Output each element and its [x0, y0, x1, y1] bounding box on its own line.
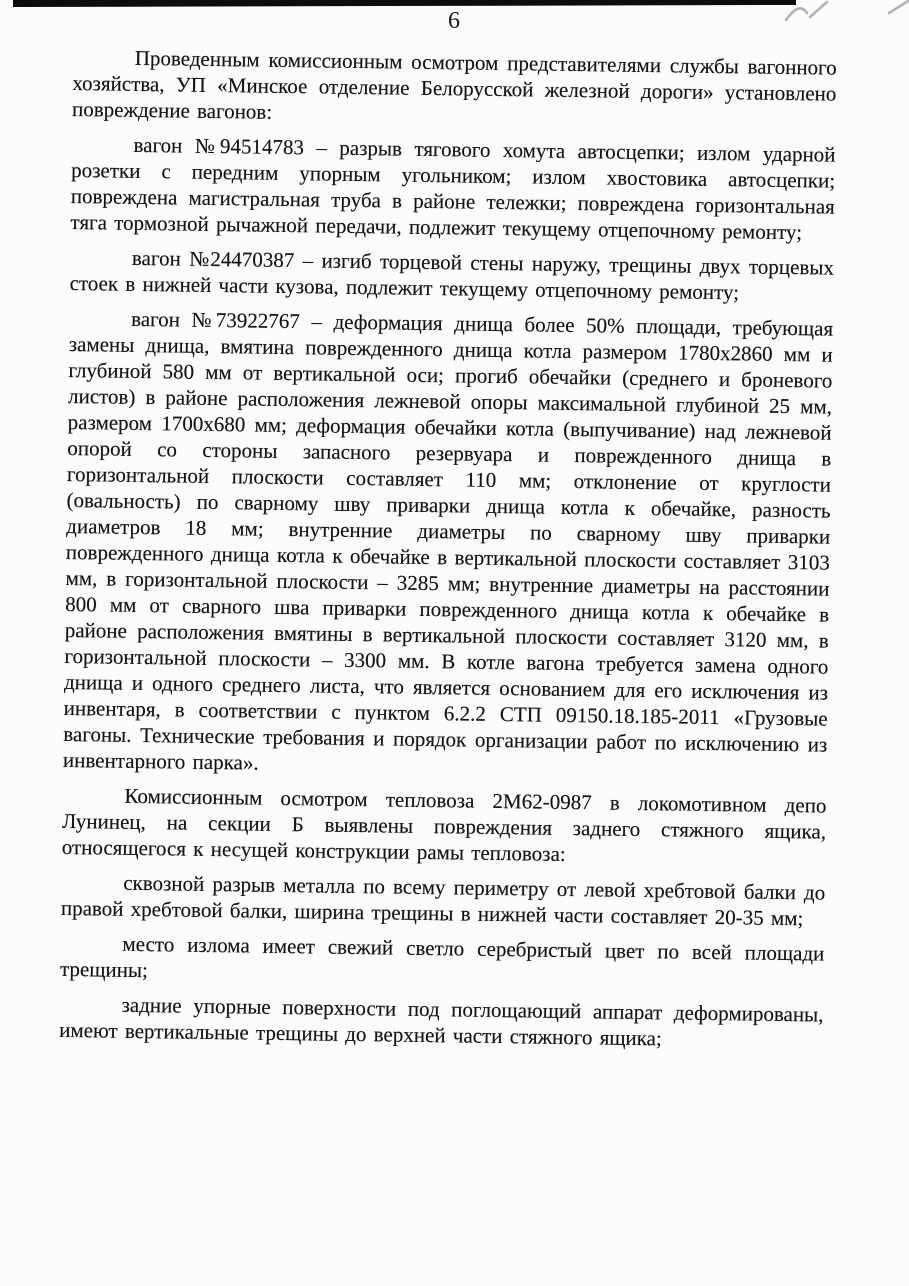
paragraph-metal-rupture: сквозной разрыв металла по всему периметру от левой хребтовой балки до правой хребтовой балки, ширина трещины в нижней части составляет 20-35 мм;	[60, 870, 826, 931]
paragraph-rear-surfaces: задние упорные поверхности под поглощающий аппарат деформированы, имеют вертикальные трещины до верхней части стяжного ящика;	[59, 992, 824, 1051]
paragraph-wagon-94514783: вагон №94514783 – разрыв тягового хомута автосцепки; излом ударной розетки с передним упорным угольником; излом хвостовика автосцепки; повреждена магистральная труба в районе тележки; повреждена горизонтальная тяга тормозной рычажной передачи, подлежит текущему отцепочному ремонту;	[70, 132, 836, 245]
paragraph-fracture-color: место излома имеет свежий светло серебристый цвет по всей площади трещины;	[59, 931, 825, 983]
paragraph-intro: Проведенным комиссионным осмотром представителями службы вагонного хозяйства, УП «Минское отделение Белорусской железной дороги» установлено повреждение вагонов:	[71, 45, 837, 124]
scan-artifact-bar	[13, 0, 796, 7]
paragraph-rear-surfaces-2	[59, 1052, 823, 1063]
paragraph-locomotive-2m62: Комиссионным осмотром тепловоза 2М62-0987 в локомотивном депо Лунинец, на секции Б выявлены повреждения заднего стяжного ящика, относящегося к несущей конструкции рамы тепловоза:	[61, 783, 827, 866]
document-body	[59, 44, 837, 1063]
paragraph-wagon-73922767: вагон №73922767 – деформация днища более 50% площади, требующая замены днища, вмятина поврежденного днища котла размером 1780х2860 мм и глубиной 580 мм от вертикальной оси; прогиб обечайки (среднего и броневого листов) в районе расположения лежневой опоры максимальной глубиной 25 мм, размером 1700х680 мм; деформация обечайки котла (выпучивание) над лежневой опорой со стороны запасного резервуара и поврежденного днища в горизонтальной плоскости составляет 110 мм; отклонение от круглости (овальность) по сварному шву приварки днища котла к обечайке, разность диаметров 18 мм; внутренние диаметры по сварному шву приварки поврежденного днища котла к обечайке в вертикальной плоскости составляет 3103 мм, в горизонтальной плоскости – 3285 мм; внутренние диаметры на расстоянии 800 мм от сварного шва приварки поврежденного днища котла к обечайке в районе расположения вмятины в вертикальной плоскости составляет 3120 мм, в горизонтальной плоскости – 3300 мм. В котле вагона требуется замена одного днища и одного среднего листа, что является основанием для его исключения из инвентаря, в соответствии с пунктом 6.2.2 СТП 09150.18.185-2011 «Грузовые вагоны. Технические требования и порядок организации работ по исключению из инвентарного парка».	[62, 306, 834, 775]
page-number: 6	[448, 8, 461, 34]
paragraph-wagon-24470387: вагон №24470387 – изгиб торцевой стены наружу, трещины двух торцевых стоек в нижней части кузова, подлежит текущему отцепочному ремонту;	[69, 245, 835, 305]
